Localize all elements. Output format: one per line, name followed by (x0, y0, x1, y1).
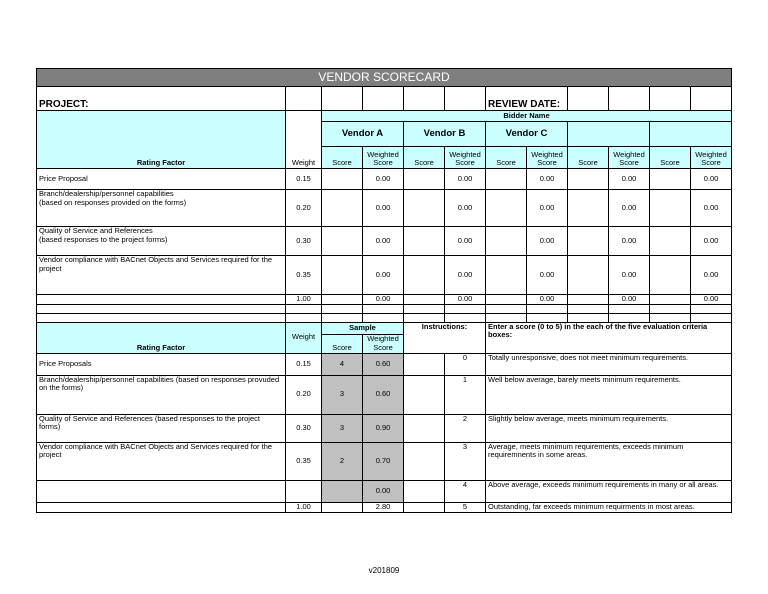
weighted-score-value: 0.00 (527, 169, 568, 190)
sample-score: 4 (322, 353, 363, 375)
weighted-score-value: 0.00 (609, 227, 650, 256)
factor-row (37, 227, 732, 256)
sample-totals-row (37, 502, 732, 512)
weighted-score-value: 0.00 (363, 227, 404, 256)
sample-row (37, 375, 732, 414)
scale-number: 2 (445, 414, 486, 442)
sample-weighted-score: 0.00 (363, 480, 404, 502)
scale-description: Well below average, barely meets minimum requirements. (486, 375, 732, 414)
vendor-e-header (650, 122, 732, 147)
sample-factor-weight: 0.15 (286, 353, 322, 375)
scale-description: Totally unresponsive, does not meet minimum requirements. (486, 353, 732, 375)
weighted-score-value: 0.00 (691, 169, 732, 190)
weighted-score-value: 0.00 (691, 256, 732, 295)
sample-score: 3 (322, 375, 363, 414)
factor-weight: 0.30 (286, 227, 322, 256)
sample-factor-weight: 0.35 (286, 442, 322, 480)
score-input[interactable] (404, 190, 445, 227)
score-input[interactable] (650, 190, 691, 227)
weighted-score-header: Weighted Score (527, 147, 568, 169)
project-cell[interactable] (286, 87, 322, 111)
weighted-score-value: 0.00 (445, 169, 486, 190)
score-input[interactable] (404, 256, 445, 295)
project-cell[interactable] (404, 87, 445, 111)
sample-weight-header: Weight (286, 322, 322, 353)
spacer-row (37, 304, 732, 313)
factor-weight: 0.15 (286, 169, 322, 190)
score-input[interactable] (568, 256, 609, 295)
total-weighted-score: 0.00 (445, 295, 486, 305)
scale-number: 3 (445, 442, 486, 480)
sample-score-header: Score (322, 334, 363, 353)
review-date-label: REVIEW DATE: (486, 87, 568, 111)
review-date-cell[interactable] (691, 87, 732, 111)
weighted-score-value: 0.00 (445, 256, 486, 295)
weighted-score-value: 0.00 (445, 190, 486, 227)
weighted-score-value: 0.00 (363, 169, 404, 190)
weighted-score-header: Weighted Score (445, 147, 486, 169)
vendor-scorecard-table (36, 68, 732, 513)
scale-number: 5 (445, 502, 486, 512)
score-input[interactable] (650, 169, 691, 190)
version-label: v201809 (368, 566, 400, 575)
factor-label: Branch/dealership/personnel capabilities (based on responses provided on the forms) (37, 190, 286, 227)
total-weight: 1.00 (286, 295, 322, 305)
score-header: Score (404, 147, 445, 169)
factor-row (37, 169, 732, 190)
scale-description: Slightly below average, meets minimum requirements. (486, 414, 732, 442)
weighted-score-value: 0.00 (527, 227, 568, 256)
scale-description: Outstanding, far exceeds minimum requirments in most areas. (486, 502, 732, 512)
bidder-name-header: Bidder Name (322, 111, 732, 122)
sample-factor-label: Quality of Service and References (based responses to the project forms) (37, 414, 286, 442)
sample-weighted-score-header: Weighted Score (363, 334, 404, 353)
score-input[interactable] (322, 190, 363, 227)
project-cell[interactable] (445, 87, 486, 111)
total-weighted-score: 0.00 (363, 295, 404, 305)
review-date-cell[interactable] (650, 87, 691, 111)
weighted-score-value: 0.00 (527, 190, 568, 227)
sample-score: 3 (322, 414, 363, 442)
scale-description: Average, meets minimum requirements, exceeds minimum requiremnents in some areas. (486, 442, 732, 480)
weighted-score-value: 0.00 (691, 190, 732, 227)
sample-weighted-score: 0.90 (363, 414, 404, 442)
weighted-score-header: Weighted Score (691, 147, 732, 169)
weighted-score-header: Weighted Score (609, 147, 650, 169)
instructions-text: Enter a score (0 to 5) in the each of the five evaluation criteria boxes: (486, 322, 732, 353)
vendor-d-header (568, 122, 650, 147)
score-header: Score (486, 147, 527, 169)
scale-number: 1 (445, 375, 486, 414)
factor-weight: 0.35 (286, 256, 322, 295)
score-input[interactable] (322, 169, 363, 190)
factor-label: Quality of Service and References (based responses to the project forms) (37, 227, 286, 256)
totals-row (37, 295, 732, 305)
vendor-c-header: Vendor C (486, 122, 568, 147)
factor-row (37, 190, 732, 227)
sample-weighted-score: 0.60 (363, 375, 404, 414)
sample-factor-label: Vendor compliance with BACnet Objects and Services required for the project (37, 442, 286, 480)
score-input[interactable] (486, 256, 527, 295)
factor-label: Vendor compliance with BACnet Objects and Services required for the project (37, 256, 286, 295)
factor-weight: 0.20 (286, 190, 322, 227)
rating-factor-header: Rating Factor (37, 111, 286, 169)
sample-row (37, 480, 732, 502)
score-input[interactable] (650, 227, 691, 256)
weighted-score-value: 0.00 (609, 190, 650, 227)
total-weighted-score: 0.00 (527, 295, 568, 305)
sample-row (37, 414, 732, 442)
score-header: Score (650, 147, 691, 169)
weighted-score-value: 0.00 (609, 169, 650, 190)
score-input[interactable] (486, 190, 527, 227)
scale-number: 4 (445, 480, 486, 502)
vendor-a-header: Vendor A (322, 122, 404, 147)
factor-label: Price Proposal (37, 169, 286, 190)
sample-factor-label: Price Proposals (37, 353, 286, 375)
weighted-score-value: 0.00 (363, 256, 404, 295)
sample-header: Sample (322, 322, 404, 334)
sample-factor-label: Branch/dealership/personnel capabilities (based on responses provuded on the forms) (37, 375, 286, 414)
sample-rating-factor-header: Rating Factor (37, 322, 286, 353)
total-weighted-score: 0.00 (609, 295, 650, 305)
scale-number: 0 (445, 353, 486, 375)
score-header: Score (568, 147, 609, 169)
project-cell[interactable] (363, 87, 404, 111)
project-label: PROJECT: (37, 87, 286, 111)
score-input[interactable] (404, 169, 445, 190)
instructions-label: Instructions: (404, 322, 486, 353)
weight-header: Weight (286, 111, 322, 169)
sheet-title: VENDOR SCORECARD (37, 69, 732, 87)
score-input[interactable] (568, 190, 609, 227)
score-input[interactable] (650, 256, 691, 295)
sample-row (37, 442, 732, 480)
weighted-score-value: 0.00 (363, 190, 404, 227)
vendor-b-header: Vendor B (404, 122, 486, 147)
score-input[interactable] (322, 256, 363, 295)
score-input[interactable] (568, 227, 609, 256)
sample-score: 2 (322, 442, 363, 480)
weighted-score-value: 0.00 (527, 256, 568, 295)
total-weighted-score: 0.00 (691, 295, 732, 305)
weighted-score-value: 0.00 (609, 256, 650, 295)
review-date-cell[interactable] (568, 87, 609, 111)
sample-factor-weight: 0.20 (286, 375, 322, 414)
sample-total-weighted-score: 2.80 (363, 502, 404, 512)
sample-score (322, 480, 363, 502)
score-input[interactable] (404, 227, 445, 256)
spacer-row (37, 313, 732, 322)
sample-factor-label (37, 480, 286, 502)
scale-description: Above average, exceeds minimum requirements in many or all areas. (486, 480, 732, 502)
score-input[interactable] (486, 227, 527, 256)
review-date-cell[interactable] (609, 87, 650, 111)
project-cell[interactable] (322, 87, 363, 111)
weighted-score-value: 0.00 (445, 227, 486, 256)
sample-factor-weight (286, 480, 322, 502)
sample-total-weight: 1.00 (286, 502, 322, 512)
factor-row (37, 256, 732, 295)
sample-row (37, 353, 732, 375)
sample-factor-weight: 0.30 (286, 414, 322, 442)
score-input[interactable] (322, 227, 363, 256)
sample-weighted-score: 0.70 (363, 442, 404, 480)
sample-weighted-score: 0.60 (363, 353, 404, 375)
score-header: Score (322, 147, 363, 169)
weighted-score-value: 0.00 (691, 227, 732, 256)
score-input[interactable] (486, 169, 527, 190)
score-input[interactable] (568, 169, 609, 190)
weighted-score-header: Weighted Score (363, 147, 404, 169)
